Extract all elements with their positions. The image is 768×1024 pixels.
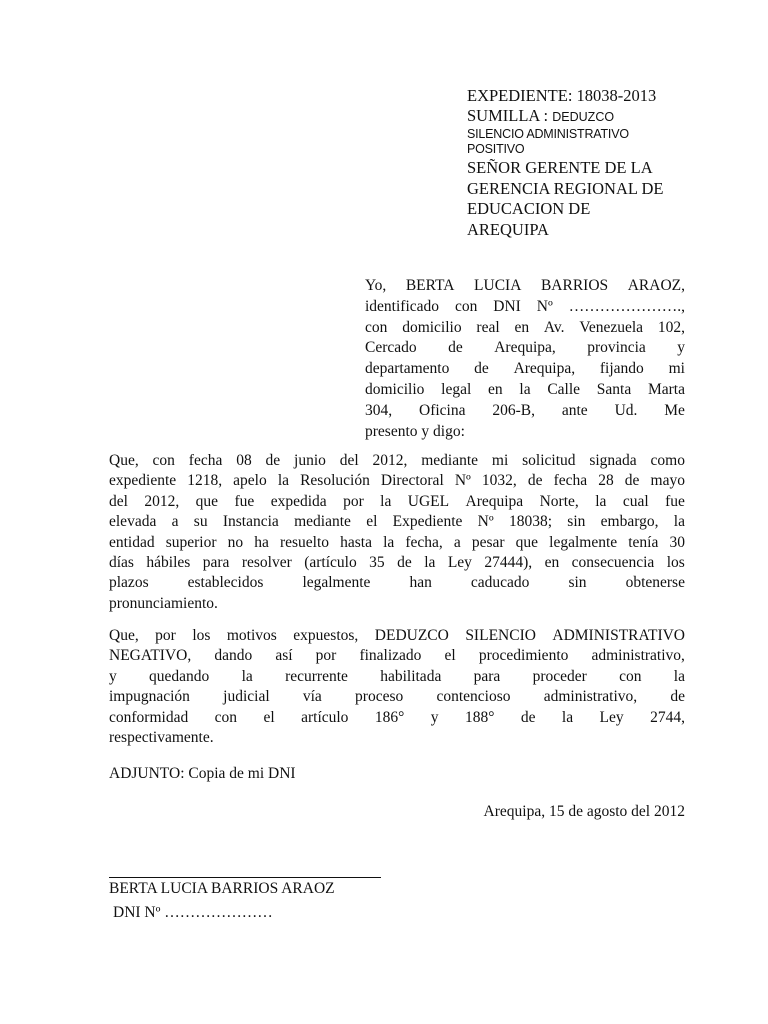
addressee-line: GERENCIA REGIONAL DE: [467, 178, 664, 198]
text-line: con domicilio real en Av. Venezuela 102,: [365, 318, 685, 336]
date-line: Arequipa, 15 de agosto del 2012: [483, 803, 685, 820]
text-line: expediente 1218, apelo la Resolución Directoral Nº 1032, de fecha 28 de mayo: [109, 472, 685, 490]
text-line: pronunciamiento.: [109, 594, 218, 612]
paragraph-appeal: [109, 451, 685, 614]
sumilla: [467, 106, 737, 127]
text-line: días hábiles para resolver (artículo 35 de la Ley 27444), en consecuencia los: [109, 554, 685, 572]
text-line: plazos establecidos legalmente han caducado sin obtenerse: [109, 574, 685, 592]
text-line: conformidad con el artículo 186° y 188° de la Ley 2744,: [109, 708, 685, 726]
text-line: y quedando la recurrente habilitada para proceder con la: [109, 667, 685, 685]
signer-dni: DNI Nº …………………: [113, 904, 273, 921]
addressee: [467, 158, 737, 240]
signer-name: BERTA LUCIA BARRIOS ARAOZ: [109, 880, 335, 897]
text-line: elevada a su Instancia mediante el Expediente Nº 18038; sin embargo, la: [109, 513, 685, 531]
text-line: presento y digo:: [365, 422, 465, 440]
sumilla-label: SUMILLA :: [467, 106, 549, 125]
text-line: entidad superior no ha resuelto hasta la fecha, a pesar que legalmente tenía 30: [109, 533, 685, 551]
addressee-line: EDUCACION DE: [467, 199, 591, 218]
text-line: identificado con DNI Nº ………………….,: [365, 297, 685, 315]
signature-line: [109, 877, 381, 878]
attachment-note: ADJUNTO: Copia de mi DNI: [109, 765, 296, 782]
sumilla-text-3: POSITIVO: [467, 142, 525, 156]
text-line: Cercado de Arequipa, provincia y: [365, 339, 685, 357]
addressee-line: AREQUIPA: [467, 219, 549, 239]
text-line: Que, con fecha 08 de junio del 2012, mediante mi solicitud signada como: [109, 452, 685, 469]
paragraph-petition: [109, 626, 685, 748]
text-line: 304, Oficina 206-B, ante Ud. Me: [365, 401, 685, 419]
header-block: [467, 86, 737, 240]
expediente-number: EXPEDIENTE: 18038-2013: [467, 86, 657, 105]
text-line: NEGATIVO, dando así por finalizado el procedimiento administrativo,: [109, 647, 685, 665]
text-line: respectivamente.: [109, 729, 214, 747]
presenter-block: [365, 276, 685, 442]
sumilla-text-2: SILENCIO ADMINISTRATIVO: [467, 127, 629, 141]
text-line: departamento de Arequipa, fijando mi: [365, 360, 685, 378]
text-line: impugnación judicial vía proceso contencioso administrativo, de: [109, 688, 685, 706]
addressee-line: SEÑOR GERENTE DE LA: [467, 158, 653, 177]
text-line: Que, por los motivos expuestos, DEDUZCO SILENCIO ADMINISTRATIVO: [109, 627, 685, 644]
text-line: Yo, BERTA LUCIA BARRIOS ARAOZ,: [365, 277, 685, 294]
text-line: del 2012, que fue expedida por la UGEL Arequipa Norte, la cual fue: [109, 492, 685, 510]
sumilla-text-1: DEDUZCO: [552, 110, 615, 124]
text-line: domicilio legal en la Calle Santa Marta: [365, 380, 685, 398]
